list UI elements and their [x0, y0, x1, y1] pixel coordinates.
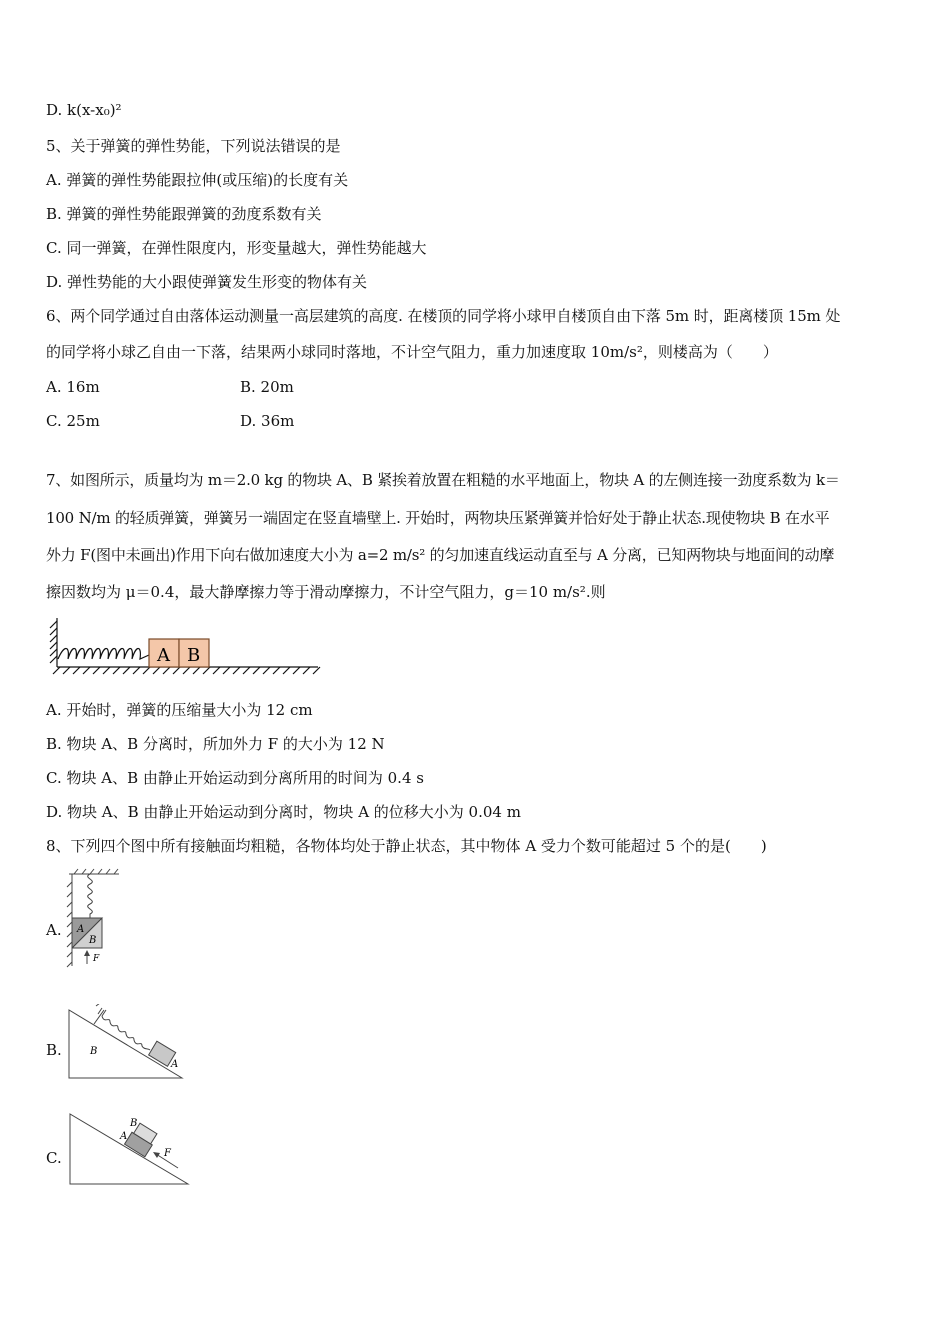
- q6-option-b: B. 20m: [240, 378, 294, 396]
- q5-option-a: A. 弹簧的弹性势能跟拉伸(或压缩)的长度有关: [46, 171, 349, 189]
- q8-figure-b: [64, 1004, 188, 1084]
- q8-fig-c-label-a: A: [120, 1131, 128, 1142]
- q7-fig-label-a: A: [157, 645, 170, 666]
- q7-option-d: D. 物块 A、B 由静止开始运动到分离时，物块 A 的位移大小为 0.04 m: [46, 803, 521, 821]
- q6-option-a: A. 16m: [46, 378, 100, 396]
- q8-fig-a-label-a: A: [77, 924, 85, 935]
- q8-fig-c-label-f: F: [164, 1148, 171, 1159]
- q8-figure-c: [64, 1108, 192, 1190]
- q8-fig-c-label-b: B: [130, 1118, 138, 1129]
- q8-fig-a-label-f: F: [93, 954, 100, 964]
- q8-stem: 8、下列四个图中所有接触面均粗糙，各物体均处于静止状态，其中物体 A 受力个数可能超过 5 个的是( ): [46, 837, 767, 855]
- q7-stem-line2: 100 N/m 的轻质弹簧，弹簧另一端固定在竖直墙壁上. 开始时，两物块压紧弹簧并恰好处于静止状态.现使物块 B 在水平: [46, 509, 830, 527]
- q6-option-d: D. 36m: [240, 412, 295, 430]
- q5-stem: 5、关于弹簧的弹性势能，下列说法错误的是: [46, 137, 341, 155]
- q7-stem-line1: 7、如图所示，质量均为 m＝2.0 kg 的物块 A、B 紧挨着放置在粗糙的水平地面上，物块 A 的左侧连接一劲度系数为 k＝: [46, 471, 840, 489]
- q5-option-d: D. 弹性势能的大小跟使弹簧发生形变的物体有关: [46, 273, 368, 291]
- q7-option-b: B. 物块 A、B 分离时，所加外力 F 的大小为 12 N: [46, 735, 385, 753]
- q7-spring-blocks-figure: [44, 615, 324, 685]
- q4-option-d: D. k(x-x₀)²: [46, 101, 122, 119]
- q8-option-a-label: A.: [46, 921, 62, 939]
- q8-option-b-label: B.: [46, 1041, 62, 1059]
- q8-option-c-label: C.: [46, 1149, 62, 1167]
- q8-fig-a-label-b: B: [89, 935, 97, 946]
- q6-stem-line1: 6、两个同学通过自由落体运动测量一高层建筑的高度. 在楼顶的同学将小球甲自楼顶自由下落 5m 时，距离楼顶 15m 处: [46, 307, 841, 325]
- q6-stem-line2: 的同学将小球乙自由一下落，结果两小球同时落地，不计空气阻力，重力加速度取 10m/s²，则楼高为（ ）: [46, 343, 778, 361]
- q7-fig-label-b: B: [187, 645, 201, 666]
- q7-stem-line3: 外力 F(图中未画出)作用下向右做加速度大小为 a=2 m/s² 的匀加速直线运动直至与 A 分离，已知两物块与地面间的动摩: [46, 546, 835, 564]
- q8-fig-b-label-b: B: [90, 1046, 98, 1057]
- q8-figure-a: [64, 868, 124, 968]
- q5-option-c: C. 同一弹簧，在弹性限度内，形变量越大，弹性势能越大: [46, 239, 427, 257]
- q7-option-a: A. 开始时，弹簧的压缩量大小为 12 cm: [46, 701, 313, 719]
- q7-option-c: C. 物块 A、B 由静止开始运动到分离所用的时间为 0.4 s: [46, 769, 424, 787]
- q6-option-c: C. 25m: [46, 412, 100, 430]
- q5-option-b: B. 弹簧的弹性势能跟弹簧的劲度系数有关: [46, 205, 322, 223]
- q8-fig-b-label-a: A: [171, 1059, 179, 1070]
- q7-stem-line4: 擦因数均为 μ＝0.4，最大静摩擦力等于滑动摩擦力，不计空气阻力，g＝10 m/s².则: [46, 583, 606, 601]
